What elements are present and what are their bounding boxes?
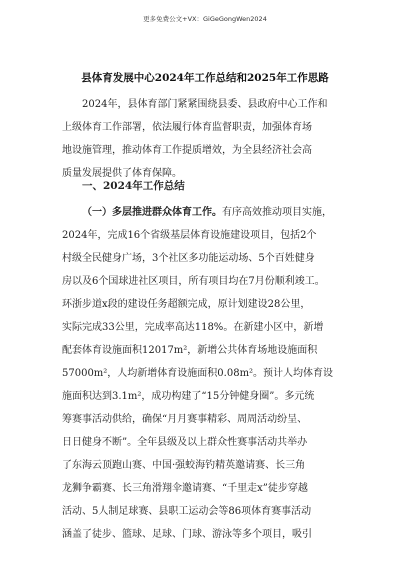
intro-line: 地设施管理，推动体育工作提质增效，为全县经济社会高 (62, 145, 312, 156)
intro-line: 2024年，县体育部门紧紧围绕县委、县政府中心工作和 (82, 99, 328, 110)
body-line: 环浙步道x段的建设任务超额完成，原计划建设28公里， (62, 299, 311, 310)
body-line: 房以及6个国球进社区项目，所有项目均在7月份顺利竣工。 (62, 276, 325, 287)
body-line: 活动、5人制足球赛、县职工运动会等86项体育赛事活动 (62, 506, 312, 517)
body-line: 日日健身不断”。全年县级及以上群众性赛事活动共举办 (62, 437, 308, 448)
body-line: 配套体育设施面积12017m²，新增公共体育场地设施面积 (62, 345, 318, 356)
body-line-text: 有序高效推动项目实施， (222, 207, 332, 218)
body-line: 了东海云顶跑山赛、中国·强蛟海钓精英邀请赛、长三角 (62, 460, 306, 471)
body-paragraph (62, 201, 352, 546)
body-line: 村级全民健身广场，3个社区多功能运动场、5个百姓健身 (62, 253, 315, 264)
document-title: 县体育发展中心2024年工作总结和2025年工作思路 (81, 72, 329, 84)
body-line: 2024年，完成16个省级基层体育设施建设项目，包括2个 (62, 230, 317, 241)
section-heading: 一、2024年工作总结 (82, 180, 185, 192)
body-line: 实际完成33公里，完成率高达118%。在新建小区中，新增 (62, 322, 324, 333)
intro-paragraph (62, 93, 352, 185)
header-note: 更多免费公文+VX：GiGeGongWen2024 (143, 15, 267, 23)
subsection-heading: （一）多层推进群众体育工作。 (82, 207, 222, 218)
intro-line: 质量发展提供了体育保障。 (62, 168, 182, 179)
intro-line: 上级体育工作部署，依法履行体育监督职责，加强体育场 (62, 122, 312, 133)
body-line (62, 201, 352, 224)
body-line: 龙狮争霸赛、长三角滑翔伞邀请赛、“千里走x”徒步穿越 (62, 483, 308, 494)
body-line: 57000m²，人均新增体育设施面积0.08m²。预计人均体育设 (62, 368, 334, 379)
body-line: 涵盖了徒步、篮球、足球、门球、游泳等多个项目，吸引 (62, 529, 312, 540)
body-line: 筹赛事活动供给，确保“月月赛事精彩、周周活动纷呈、 (62, 414, 308, 425)
body-line: 施面积达到3.1m²，成功构建了“15分钟健身圈”。多元统 (62, 391, 315, 402)
